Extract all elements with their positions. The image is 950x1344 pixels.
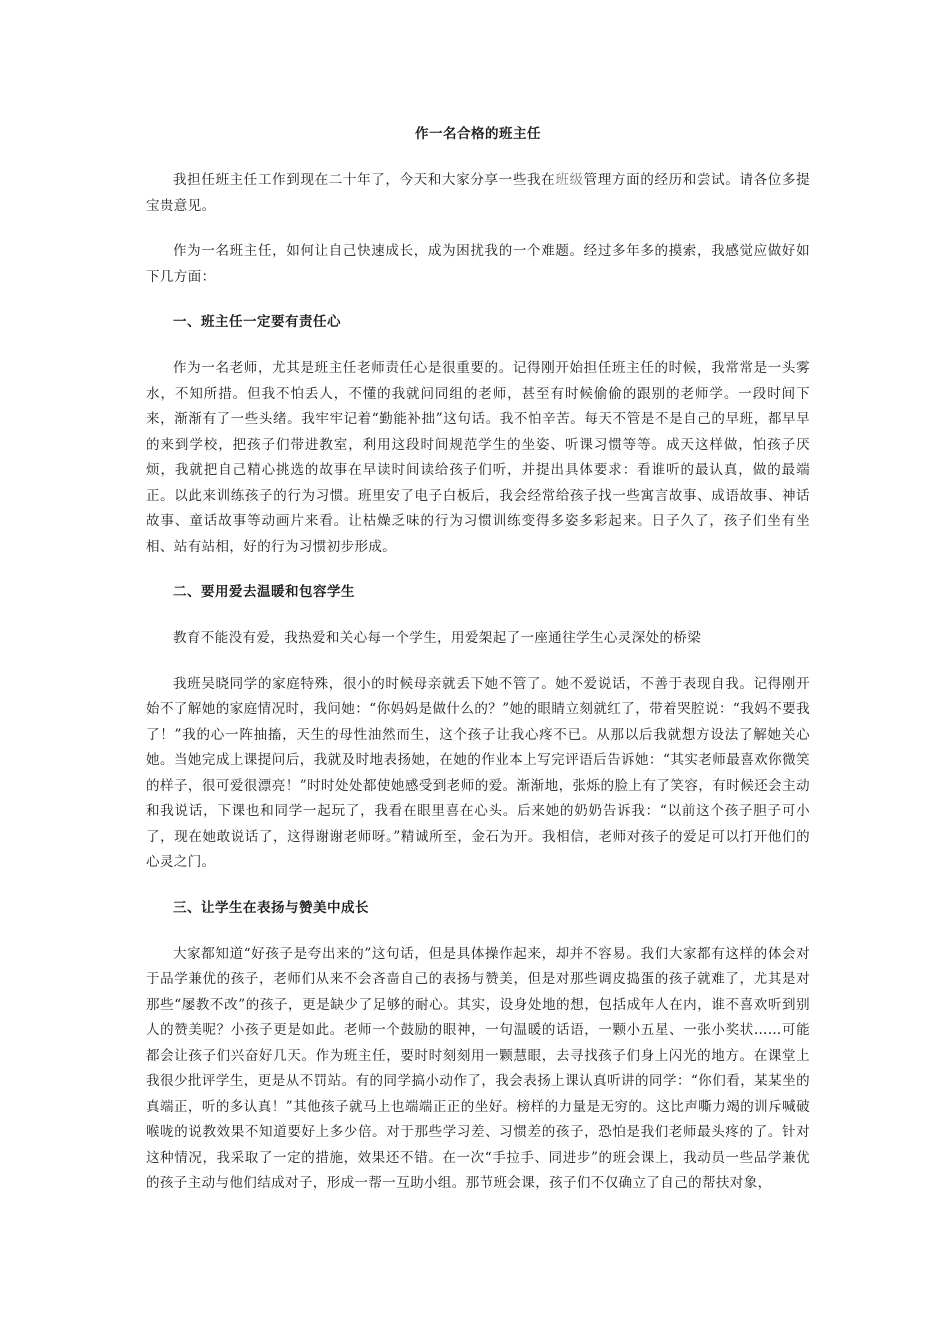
intro-paragraph [146, 168, 810, 219]
intro-text-start: 我担任班主任工作到现在二十年了，今天和大家分享一些我在 [173, 172, 556, 188]
section-heading-responsibility: 一、班主任一定要有责任心 [173, 314, 341, 330]
responsibility-paragraph: 作为一名老师，尤其是班主任老师责任心是很重要的。记得刚开始担任班主任的时候，我常常是一头雾水，不知所措。但我不怕丢人，不懂的我就问同组的老师，甚至有时候偷偷的跟别的老师学。一段时间下来，渐渐有了一些头绪。我牢牢记着“勤能补拙”这句话。我不怕辛苦。每天不管是不是自己的早班，都早早的来到学校，把孩子们带进教室，利用这段时间规范学生的坐姿、听课习惯等等。成天这样做，怕孩子厌烦，我就把自己精心挑选的故事在早读时间读给孩子们听，并提出具体要求：看谁听的最认真，做的最端正。以此来训练孩子的行为习惯。班里安了电子白板后，我会经常给孩子找一些寓言故事、成语故事、神话故事、童话故事等动画片来看。让枯燥乏味的行为习惯训练变得多姿多彩起来。日子久了，孩子们坐有坐相、站有站相，好的行为习惯初步形成。 [146, 360, 810, 555]
love-intro-paragraph: 教育不能没有爱，我热爱和关心每一个学生，用爱架起了一座通往学生心灵深处的桥梁 [173, 630, 702, 646]
document-title: 作一名合格的班主任 [415, 126, 541, 142]
overview-paragraph: 作为一名班主任，如何让自己快速成长，成为困扰我的一个难题。经过多年多的摸索，我感觉应做好如下几方面： [146, 243, 810, 285]
class-link[interactable]: 班级 [555, 172, 584, 188]
praise-paragraph: 大家都知道“好孩子是夸出来的”这句话，但是具体操作起来，却并不容易。我们大家都有这样的体会对于品学兼优的孩子，老师们从来不会吝啬自己的表扬与赞美，但是对那些调皮捣蛋的孩子就难了，尤其是对那些“屡教不改”的孩子，更是缺少了足够的耐心。其实，设身处地的想，包括成年人在内，谁不喜欢听到别人的赞美呢？小孩子更是如此。老师一个鼓励的眼神，一句温暖的话语，一颗小五星、一张小奖状……可能都会让孩子们兴奋好几天。作为班主任，要时时刻刻用一颗慧眼，去寻找孩子们身上闪光的地方。在课堂上我很少批评学生，更是从不罚站。有的同学搞小动作了，我会表扬上课认真听讲的同学：“你们看，某某坐的真端正，听的多认真！”其他孩子就马上也端端正正的坐好。榜样的力量是无穷的。这比声嘶力竭的训斥喊破喉咙的说教效果不知道要好上多少倍。对于那些学习差、习惯差的孩子，恐怕是我们老师最头疼的了。针对这种情况，我采取了一定的措施，效果还不错。在一次“手拉手、同进步”的班会课上，我动员一些品学兼优的孩子主动与他们结成对子，形成一帮一互助小组。那节班会课，孩子们不仅确立了自己的帮扶对象， [146, 945, 810, 1191]
section-heading-love: 二、要用爱去温暖和包容学生 [173, 584, 355, 600]
document-page [146, 122, 810, 1217]
section-heading-praise: 三、让学生在表扬与赞美中成长 [173, 899, 369, 916]
intro-text-end: 管理方面的经历和尝试。请各位多提宝贵意见。 [146, 172, 810, 214]
love-story-paragraph: 我班吴晓同学的家庭特殊，很小的时候母亲就丢下她不管了。她不爱说话，不善于表现自我。记得刚开始不了解她的家庭情况时，我问她：“你妈妈是做什么的？”她的眼睛立刻就红了，带着哭腔说：“我妈不要我了！”我的心一阵抽搐，天生的母性油然而生，这个孩子让我心疼不已。从那以后我就想方设法了解她关心她。当她完成上课提问后，我就及时地表扬她，在她的作业本上写完评语后告诉她：“其实老师最喜欢你微笑的样子，很可爱很漂亮！”时时处处都使她感受到老师的爱。渐渐地，张烁的脸上有了笑容，有时候还会主动和我说话，下课也和同学一起玩了，我看在眼里喜在心头。后来她的奶奶告诉我：“以前这个孩子胆子可小了，现在她敢说话了，这得谢谢老师呀。”精诚所至，金石为开。我相信，老师对孩子的爱足可以打开他们的心灵之门。 [146, 675, 810, 870]
